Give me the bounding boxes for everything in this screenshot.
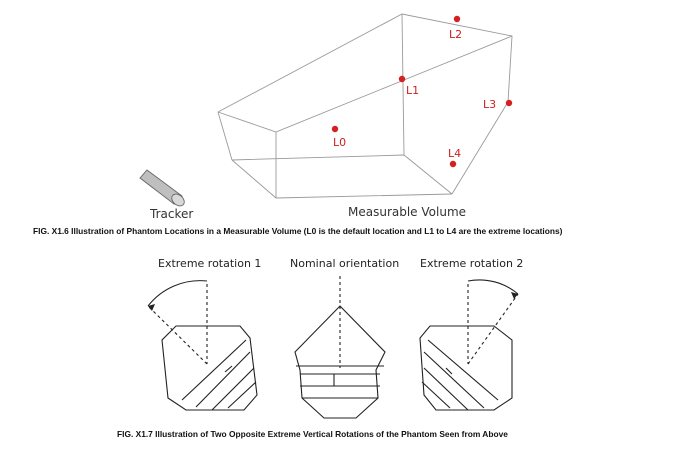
point-l2-label: L2 bbox=[449, 28, 463, 41]
point-l0-marker bbox=[332, 126, 338, 132]
point-l1-marker bbox=[399, 76, 405, 82]
point-l1-label: L1 bbox=[406, 84, 420, 97]
panel-3-title: Extreme rotation 2 bbox=[420, 257, 524, 270]
phantom-points bbox=[332, 16, 512, 167]
figure-x1-7-caption: FIG. X1.7 Illustration of Two Opposite Extreme Vertical Rotations of the Phantom Seen from Above bbox=[117, 429, 508, 439]
tracker-icon bbox=[140, 170, 187, 208]
point-l4-marker bbox=[450, 161, 456, 167]
point-l2-marker bbox=[454, 16, 460, 22]
phantom-rotation-2-drawing bbox=[420, 280, 518, 410]
point-l3-marker bbox=[506, 100, 512, 106]
point-l4-label: L4 bbox=[448, 147, 462, 160]
figure-x1-6-caption: FIG. X1.6 Illustration of Phantom Locations in a Measurable Volume (L0 is the default location and L1 to L4 are the extreme locations) bbox=[33, 226, 563, 236]
panel-2-title: Nominal orientation bbox=[290, 257, 400, 270]
volume-label: Measurable Volume bbox=[348, 205, 467, 219]
phantom-nominal-drawing bbox=[295, 276, 385, 418]
phantom-rotation-1-drawing bbox=[148, 281, 257, 410]
measurable-volume-wireframe bbox=[218, 14, 512, 198]
point-l3-label: L3 bbox=[483, 98, 497, 111]
panel-1-title: Extreme rotation 1 bbox=[158, 257, 262, 270]
point-l0-label: L0 bbox=[333, 136, 347, 149]
tracker-label: Tracker bbox=[150, 207, 194, 221]
